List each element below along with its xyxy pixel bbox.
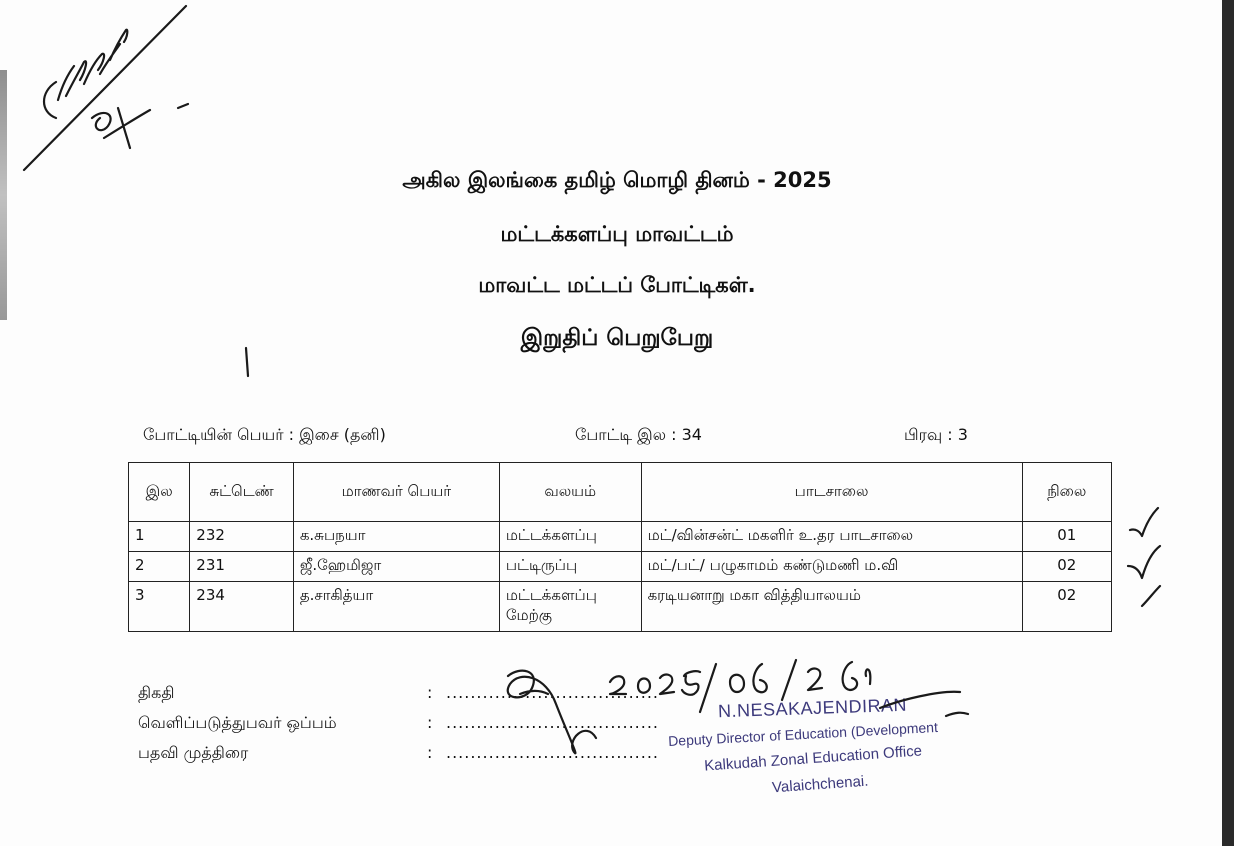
table-row [129, 552, 1112, 582]
final-result-title: இறுதிப் பெறுபேறு [520, 325, 714, 351]
event-title: அகில இலங்கை தமிழ் மொழி தினம் - 2025 [402, 168, 832, 192]
district-title: மட்டக்களப்பு மாவட்டம் [500, 222, 734, 246]
date-label: திகதி [138, 683, 175, 702]
row-zone: பட்டிருப்பு [499, 552, 641, 582]
competition-name: போட்டியின் பெயர் : இசை (தனி) [143, 425, 386, 444]
signature-dotted-line: ................................... [446, 713, 660, 732]
row-index: 234 [190, 582, 294, 632]
header-rank: நிலை [1022, 463, 1111, 522]
date-dotted-line: ................................... [446, 683, 660, 702]
stamp-title: Deputy Director of Education (Development [667, 718, 939, 750]
signature-label: வெளிப்படுத்துபவர் ஒப்பம் [138, 713, 337, 732]
competition-number: போட்டி இல : 34 [575, 425, 702, 444]
row-index: 232 [190, 522, 294, 552]
division: பிரவு : 3 [904, 425, 968, 444]
page-edge [1222, 0, 1234, 846]
date-colon: : [427, 683, 433, 702]
header-zone: வலயம் [499, 463, 641, 522]
row-zone: மட்டக்களப்பு மேற்கு [499, 582, 641, 632]
row-name: ஜீ.ஹேமிஜா [293, 552, 499, 582]
seal-dotted-line: ................................... [446, 743, 660, 762]
seal-colon: : [427, 743, 433, 762]
row-no: 2 [129, 552, 190, 582]
competition-level-title: மாவட்ட மட்டப் போட்டிகள். [478, 273, 756, 297]
signature-colon: : [427, 713, 433, 732]
stamp-office: Kalkudah Zonal Education Office [703, 742, 923, 775]
stamp-name: N.NESAKAJENDIRAN [717, 694, 908, 722]
header-no: இல [129, 463, 190, 522]
row-school: கரடியனாறு மகா வித்தியாலயம் [641, 582, 1022, 632]
header-index: சுட்டெண் [190, 463, 294, 522]
table-row [129, 582, 1112, 632]
seal-label: பதவி முத்திரை [138, 743, 249, 762]
row-rank: 01 [1022, 522, 1111, 552]
header-school: பாடசாலை [641, 463, 1022, 522]
table-row [129, 522, 1112, 552]
row-rank: 02 [1022, 582, 1111, 632]
row-name: த.சாகித்யா [293, 582, 499, 632]
stamp-place: Valaichchenai. [771, 772, 869, 797]
row-rank: 02 [1022, 552, 1111, 582]
header-student-name: மாணவர் பெயர் [293, 463, 499, 522]
results-table [128, 462, 1112, 632]
row-index: 231 [190, 552, 294, 582]
row-zone: மட்டக்களப்பு [499, 522, 641, 552]
row-no: 1 [129, 522, 190, 552]
row-no: 3 [129, 582, 190, 632]
row-name: க.சுபநயா [293, 522, 499, 552]
row-school: மட்/வின்சன்ட் மகளிர் உ.தர பாடசாலை [641, 522, 1022, 552]
table-header-row [129, 463, 1112, 522]
row-school: மட்/பட்/ பழுகாமம் கண்டுமணி ம.வி [641, 552, 1022, 582]
official-stamp [660, 690, 980, 820]
